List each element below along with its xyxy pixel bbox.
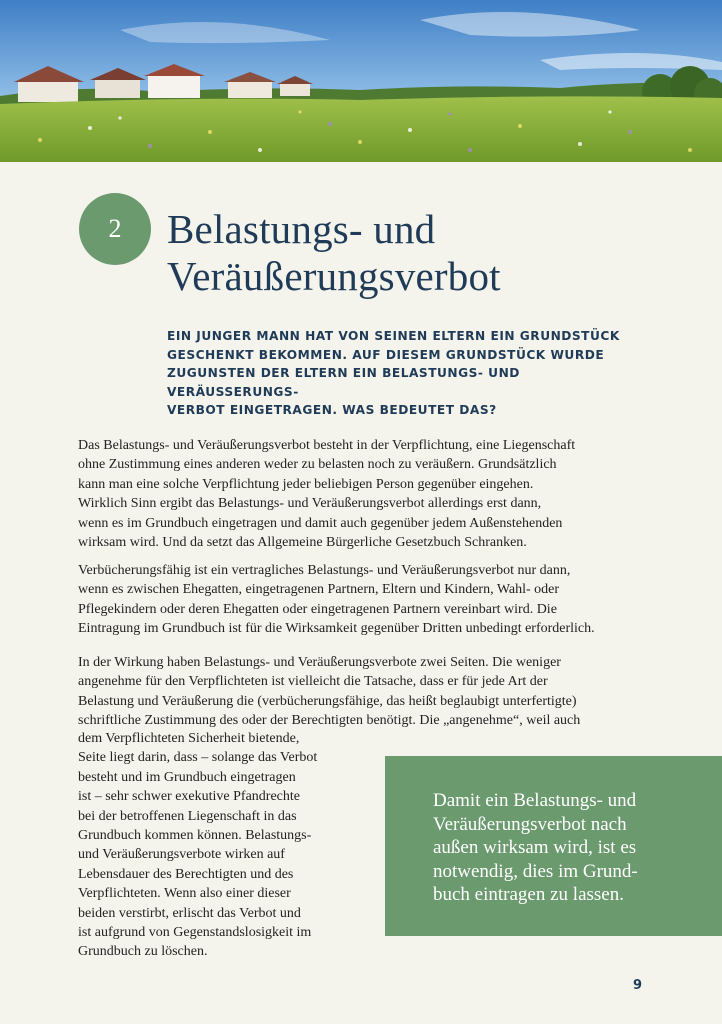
callout-line: buch eintragen zu lassen. [433, 884, 624, 905]
text-line: Verpflichteten. Wenn also einer dieser [78, 886, 291, 902]
callout-line: Damit ein Belastungs- und [433, 790, 637, 811]
text-line: wenn es zwischen Ehegatten, eingetragenen Partnern, Eltern und Kindern, Wahl- oder [78, 582, 560, 598]
text-line: ist aufgrund von Gegenstandslosigkeit im [78, 925, 312, 941]
text-line: wenn es im Grundbuch eingetragen und damit auch gegenüber jedem Außenstehenden [78, 515, 563, 531]
text-line: Grundbuch zu löschen. [78, 944, 208, 960]
lead-question [167, 327, 647, 420]
text-line: Pflegekindern oder deren Ehegatten oder eingetragenen Partnern vereinbart wird. Die [78, 601, 557, 617]
text-line: Grundbuch kommen können. Belastungs- [78, 828, 312, 844]
chapter-number: 2 [108, 214, 122, 243]
title-line: Belastungs- und [167, 206, 436, 252]
callout-text [433, 789, 703, 907]
text-line: besteht und im Grundbuch eingetragen [78, 769, 296, 785]
chapter-title [167, 206, 687, 300]
text-line: ohne Zustimmung eines anderen weder zu belasten noch zu veräußern. Grundsätzlich [78, 457, 557, 473]
page-number: 9 [633, 978, 643, 993]
text-line: In der Wirkung haben Belastungs- und Veräußerungsverbote zwei Seiten. Die weniger [78, 655, 561, 670]
text-line: und Veräußerungsverbote wirken auf [78, 847, 285, 863]
body-paragraph-3 [78, 653, 678, 731]
text-line: wirksam wird. Und da setzt das Allgemeine Bürgerliche Gesetzbuch Schranken. [78, 535, 527, 551]
callout-line: Veräußerungsverbot nach [433, 813, 627, 835]
text-line: kann man eine solche Verpflichtung jeder beliebigen Person gegenüber eingehen. [78, 476, 534, 492]
lead-line: VERBOT EINGETRAGEN. WAS BEDEUTET DAS? [167, 403, 497, 418]
text-line: Lebensdauer des Berechtigten und des [78, 866, 294, 882]
title-line: Veräußerungsverbot [167, 253, 501, 299]
meadow-village-illustration [0, 0, 722, 162]
text-line: ist – sehr schwer exekutive Pfandrechte [78, 789, 300, 805]
text-line: Eintragung im Grundbuch ist für die Wirksamkeit gegenüber Dritten unbedingt erforderlich. [78, 621, 595, 637]
text-line: beiden verstirbt, erlischt das Verbot und [78, 905, 301, 921]
lead-line: ZUGUNSTEN DER ELTERN EIN BELASTUNGS- UND VERÄUSSERUNGS- [167, 366, 520, 399]
callout-box [385, 756, 722, 936]
text-line: Seite liegt darin, dass – solange das Verbot [78, 750, 318, 766]
text-line: Verbücherungsfähig ist ein vertragliches Belastungs- und Veräußerungsverbot nur dann, [78, 563, 571, 578]
body-paragraph-1 [78, 436, 678, 552]
body-paragraph-2 [78, 561, 678, 639]
text-line: bei der betroffenen Liegenschaft in das [78, 808, 297, 824]
text-line: dem Verpflichteten Sicherheit bietende, [78, 731, 300, 746]
chapter-number-badge [79, 193, 151, 265]
text-line: Belastung und Veräußerung die (verbücherungsfähige, das heißt beglaubigt unterfertigte) [78, 693, 577, 709]
body-paragraph-3-continued [78, 729, 368, 962]
callout-line: außen wirksam wird, ist es [433, 837, 637, 858]
lead-line: GESCHENKT BEKOMMEN. AUF DIESEM GRUNDSTÜCK WURDE [167, 347, 605, 362]
text-line: angenehme für den Verpflichteten ist vielleicht die Tatsache, dass er für jede Art der [78, 674, 548, 690]
callout-line: notwendig, dies im Grund- [433, 860, 638, 882]
header-photo-meadow [0, 0, 722, 162]
lead-line: EIN JUNGER MANN HAT VON SEINEN ELTERN EIN GRUNDSTÜCK [167, 329, 620, 343]
text-line: Das Belastungs- und Veräußerungsverbot besteht in der Verpflichtung, eine Liegenschaft [78, 438, 576, 453]
text-line: schriftliche Zustimmung des oder der Berechtigten benötigt. Die „angenehme“, weil auch [78, 713, 581, 729]
text-line: Wirklich Sinn ergibt das Belastungs- und Veräußerungsverbot allerdings erst dann, [78, 496, 542, 512]
